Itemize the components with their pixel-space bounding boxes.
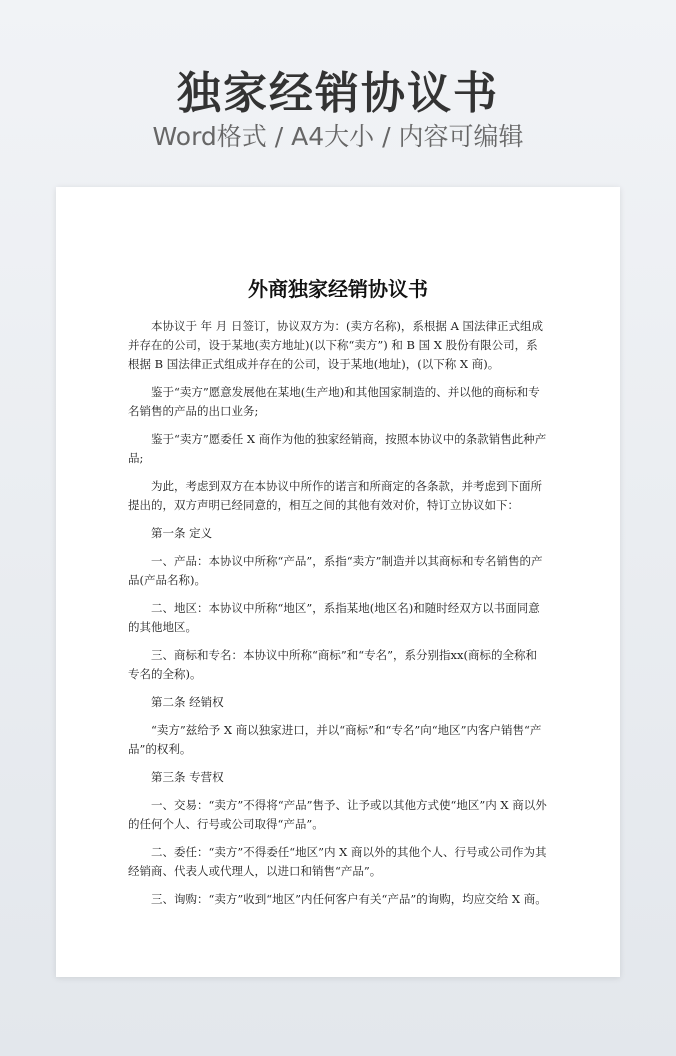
article-3-clause-3: 三、询购：“卖方”收到“地区”内任何客户有关“产品”的询购，均应交给 X 商。 — [151, 892, 547, 906]
article-3-heading: 第三条 专营权 — [151, 770, 224, 784]
article-1-heading: 第一条 定义 — [151, 526, 213, 540]
banner-subtitle: Word格式 / A4大小 / 内容可编辑 — [152, 122, 524, 151]
article-2-clause: “卖方”兹给予 X 商以独家进口，并以“商标”和“专名”向“地区”内客户销售“产品”的权利。 — [128, 723, 542, 756]
article-1-clause-2: 二、地区：本协议中所称“地区”，系指某地(地区名)和随时经双方以书面同意的其他地区。 — [128, 601, 540, 634]
document-title: 外商独家经销协议书 — [248, 277, 428, 301]
article-1-clause-3: 三、商标和专名：本协议中所称“商标”和“专名”，系分别指xx(商标的全称和专名的全称)。 — [128, 648, 537, 681]
document-page — [56, 187, 620, 977]
paragraph-preamble: 本协议于 年 月 日签订，协议双方为：(卖方名称)，系根据 A 国法律正式组成并存在的公司，设于某地(卖方地址)(以下称“卖方”) 和 B 国 X 股份有限公司，系根据 B 国法律正式组成并存在的公司，设于某地(地址)，(以下称 X 商)。 — [128, 319, 544, 371]
banner-title: 独家经销协议书 — [177, 68, 499, 119]
document-body — [128, 317, 548, 918]
article-3-clause-2: 二、委任：“卖方”不得委任“地区”内 X 商以外的其他个人、行号或公司作为其经销商、代表人或代理人，以进口和销售“产品”。 — [128, 845, 547, 878]
paragraph-recital-3: 为此，考虑到双方在本协议中所作的诺言和所商定的各条款，并考虑到下面所提出的，双方声明已经同意的，相互之间的其他有效对价，特订立协议如下： — [128, 479, 542, 512]
paragraph-recital-2: 鉴于“卖方”愿委任 X 商作为他的独家经销商，按照本协议中的条款销售此种产品; — [128, 432, 547, 465]
article-1-clause-1: 一、产品：本协议中所称“产品”，系指“卖方”制造并以其商标和专名销售的产品(产品名称)。 — [128, 554, 543, 587]
article-2-heading: 第二条 经销权 — [151, 695, 224, 709]
article-3-clause-1: 一、交易：“卖方”不得将“产品”售予、让予或以其他方式使“地区”内 X 商以外的任何个人、行号或公司取得“产品”。 — [128, 798, 547, 831]
paragraph-recital-1: 鉴于“卖方”愿意发展他在某地(生产地)和其他国家制造的、并以他的商标和专名销售的产品的出口业务; — [128, 385, 540, 418]
